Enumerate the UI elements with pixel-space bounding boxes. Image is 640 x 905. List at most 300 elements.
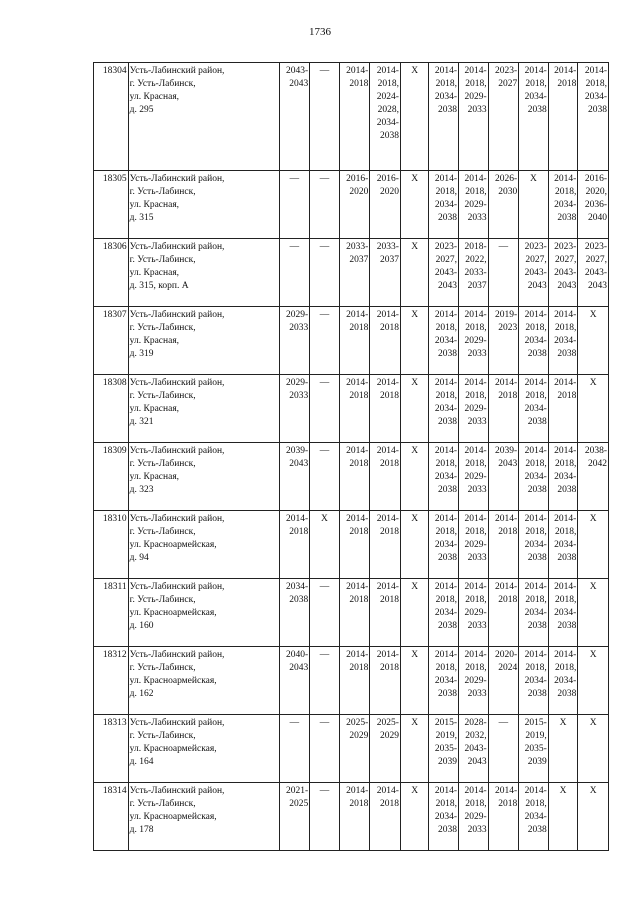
period-line: X (411, 378, 419, 388)
period-line: 2014- (376, 582, 399, 592)
period-cell (279, 579, 310, 647)
period-line: 2018 (379, 595, 399, 605)
period-line: 2018 (557, 79, 577, 89)
period-line: 2018 (349, 799, 369, 809)
period-line: 2025- (376, 718, 399, 728)
period-line: 2038 (557, 349, 577, 359)
period-cell (519, 63, 549, 171)
period-line: 2039- (286, 446, 309, 456)
period-cell (279, 375, 310, 443)
period-line: 2014- (376, 786, 399, 796)
period-line: 2027 (498, 79, 518, 89)
table-row (94, 443, 609, 511)
period-line: 2038 (379, 131, 399, 141)
period-cell (339, 307, 370, 375)
period-line: 2015- (524, 718, 547, 728)
period-line: 2029- (464, 812, 487, 822)
period-cell (310, 511, 340, 579)
period-line: 2018, (525, 391, 547, 401)
period-line: 2023- (584, 242, 607, 252)
period-cell (429, 511, 459, 579)
table-row (94, 579, 609, 647)
period-line: 2033 (289, 323, 309, 333)
period-line: 2034- (524, 676, 547, 686)
period-line: 2026- (495, 174, 518, 184)
period-cell (429, 239, 459, 307)
period-cell (370, 171, 401, 239)
address-line: д. 319 (129, 349, 154, 359)
period-line: 2018, (554, 663, 577, 673)
period-line: 2029 (349, 731, 369, 741)
address-line: Усть-Лабинский район, (129, 786, 225, 796)
period-line: 2019- (495, 310, 518, 320)
period-line: 2038 (527, 349, 547, 359)
period-cell (400, 647, 429, 715)
period-line: 2043 (289, 459, 309, 469)
period-line: 2033 (467, 213, 487, 223)
period-cell (548, 307, 578, 375)
period-line: 2018 (349, 79, 369, 89)
period-cell (488, 579, 519, 647)
period-line: 2014- (495, 378, 518, 388)
period-cell (400, 239, 429, 307)
period-line: 2038 (527, 485, 547, 495)
period-line: 2014- (495, 582, 518, 592)
period-line: 2034- (524, 540, 547, 550)
period-cell (429, 715, 459, 783)
period-cell (339, 715, 370, 783)
period-line: 2018, (435, 595, 458, 605)
period-line: 2014- (434, 446, 458, 456)
table-row (94, 715, 609, 783)
period-cell (519, 511, 549, 579)
period-line: 2038 (527, 553, 547, 563)
period-cell (548, 239, 578, 307)
period-line: 2039- (495, 446, 518, 456)
address-line: д. 164 (129, 757, 154, 767)
table-body (94, 63, 609, 851)
address-cell (128, 511, 279, 579)
period-cell (310, 647, 340, 715)
period-line: 2029- (464, 676, 487, 686)
period-cell (548, 375, 578, 443)
address-line: д. 315, корп. А (129, 281, 189, 291)
period-line: 2014- (584, 66, 607, 76)
period-line: 2018, (525, 323, 547, 333)
address-line: г. Усть-Лабинск, (129, 187, 196, 197)
period-line: 2018, (554, 527, 577, 537)
period-cell (578, 783, 609, 851)
period-cell (279, 783, 310, 851)
period-line: — (498, 242, 509, 252)
period-cell (578, 647, 609, 715)
period-line: 2014- (524, 446, 547, 456)
period-cell (400, 443, 429, 511)
period-cell (548, 63, 578, 171)
period-line: 2034- (524, 404, 547, 414)
period-line: X (589, 582, 597, 592)
period-line: X (411, 446, 419, 456)
address-line: ул. Красноармейская, (129, 676, 217, 686)
period-cell (488, 647, 519, 715)
period-cell (578, 511, 609, 579)
period-line: 2039 (438, 757, 458, 767)
period-cell (578, 443, 609, 511)
period-line: 2018, (465, 595, 487, 605)
period-line: — (498, 718, 509, 728)
address-line: ул. Красная, (129, 472, 180, 482)
period-cell (400, 171, 429, 239)
period-line: 2034- (434, 200, 458, 210)
period-line: 2034- (524, 812, 547, 822)
period-line: 2014- (495, 786, 518, 796)
period-line: 2043- (524, 268, 547, 278)
period-line: 2014- (464, 378, 487, 388)
period-line: X (411, 718, 419, 728)
period-line: 2029- (464, 540, 487, 550)
period-cell (519, 783, 549, 851)
period-cell (488, 443, 519, 511)
period-line: 2038 (527, 417, 547, 427)
period-line: 2029 (379, 731, 399, 741)
period-line: 2038 (438, 105, 458, 115)
period-line: 2034- (554, 540, 577, 550)
period-line: 2018, (435, 187, 458, 197)
period-line: 2014- (524, 66, 547, 76)
period-cell (488, 239, 519, 307)
row-number: 18309 (94, 443, 129, 511)
address-line: ул. Красная, (129, 404, 180, 414)
period-line: 2014- (524, 310, 547, 320)
period-cell (429, 63, 459, 171)
table-row (94, 63, 609, 171)
period-line: 2038 (438, 417, 458, 427)
period-line: — (289, 242, 300, 252)
period-cell (548, 579, 578, 647)
address-line: Усть-Лабинский район, (129, 66, 225, 76)
period-line: 2038 (438, 825, 458, 835)
period-line: 2024- (376, 92, 399, 102)
period-line: 2018, (435, 799, 458, 809)
period-line: 2018, (525, 527, 547, 537)
period-line: 2034- (376, 118, 399, 128)
table-row (94, 307, 609, 375)
period-line: 2029- (464, 404, 487, 414)
period-line: 2018, (525, 663, 547, 673)
row-number: 18310 (94, 511, 129, 579)
period-cell (578, 579, 609, 647)
period-line: 2014- (346, 582, 369, 592)
period-line: 2025- (346, 718, 369, 728)
period-cell (339, 171, 370, 239)
period-line: 2014- (346, 786, 369, 796)
period-line: 2021- (286, 786, 309, 796)
period-line: 2018, (554, 187, 577, 197)
period-line: 2038 (557, 621, 577, 631)
period-line: 2034- (434, 540, 458, 550)
period-cell (429, 307, 459, 375)
period-cell (310, 63, 340, 171)
address-line: ул. Красная, (129, 92, 180, 102)
period-cell (459, 783, 489, 851)
period-cell (400, 511, 429, 579)
period-cell (339, 63, 370, 171)
period-cell (459, 375, 489, 443)
period-cell (339, 511, 370, 579)
period-line: 2014- (376, 66, 399, 76)
period-cell (279, 715, 310, 783)
period-line: 2020 (379, 187, 399, 197)
period-line: 2018 (379, 663, 399, 673)
period-cell (400, 307, 429, 375)
period-cell (578, 171, 609, 239)
period-line: 2043 (588, 281, 607, 291)
period-line: 2014- (524, 650, 547, 660)
period-line: 2038 (527, 825, 547, 835)
period-line: 2033 (467, 417, 487, 427)
period-line: 2014- (554, 310, 577, 320)
period-line: — (319, 66, 330, 76)
period-line: 2029- (286, 310, 309, 320)
period-line: 2014- (434, 66, 458, 76)
period-cell (429, 783, 459, 851)
period-line: 2014- (434, 514, 458, 524)
period-line: 2038 (438, 689, 458, 699)
period-line: 2014- (464, 582, 487, 592)
table-row (94, 239, 609, 307)
address-line: г. Усть-Лабинск, (129, 799, 196, 809)
period-line: 2027, (525, 255, 547, 265)
period-cell (279, 239, 310, 307)
period-line: 2038 (438, 621, 458, 631)
period-cell (519, 715, 549, 783)
period-line: X (411, 66, 419, 76)
period-line: 2018 (289, 527, 309, 537)
period-line: 2014- (554, 514, 577, 524)
period-line: 2018, (465, 527, 487, 537)
period-line: 2018 (498, 799, 518, 809)
period-cell (459, 63, 489, 171)
period-line: 2029- (464, 92, 487, 102)
period-line: 2018, (377, 79, 399, 89)
period-line: 2043 (557, 281, 577, 291)
period-line: 2034- (434, 472, 458, 482)
period-cell (310, 783, 340, 851)
period-line: 2034- (524, 472, 547, 482)
period-line: 2014- (554, 378, 577, 388)
address-line: д. 160 (129, 621, 154, 631)
period-line: 2014- (346, 514, 369, 524)
period-line: 2018, (435, 391, 458, 401)
period-line: 2033- (376, 242, 399, 252)
period-line: 2014- (434, 786, 458, 796)
period-line: 2014- (464, 66, 487, 76)
address-line: ул. Красноармейская, (129, 540, 217, 550)
period-line: 2014- (524, 378, 547, 388)
period-line: 2014- (464, 174, 487, 184)
period-cell (339, 375, 370, 443)
period-cell (548, 171, 578, 239)
period-line: — (319, 310, 330, 320)
address-cell (128, 443, 279, 511)
period-line: 2014- (434, 582, 458, 592)
period-line: 2037 (349, 255, 369, 265)
period-line: 2018 (498, 527, 518, 537)
period-line: 2014- (495, 514, 518, 524)
period-cell (370, 307, 401, 375)
period-line: 2029- (286, 378, 309, 388)
address-cell (128, 239, 279, 307)
period-line: 2022, (465, 255, 487, 265)
address-line: г. Усть-Лабинск, (129, 459, 196, 469)
period-line: 2020, (585, 187, 607, 197)
period-line: 2028, (377, 105, 399, 115)
period-line: 2034- (434, 404, 458, 414)
period-line: 2014- (376, 514, 399, 524)
period-line: 2043 (289, 79, 309, 89)
period-line: X (559, 786, 567, 796)
period-line: 2038 (289, 595, 309, 605)
period-line: 2038 (588, 105, 607, 115)
period-line: 2014- (376, 650, 399, 660)
period-line: 2033 (467, 689, 487, 699)
period-cell (459, 511, 489, 579)
period-line: 2029- (464, 336, 487, 346)
period-line: 2043 (289, 663, 309, 673)
period-cell (429, 443, 459, 511)
address-line: Усть-Лабинский район, (129, 514, 225, 524)
period-cell (519, 647, 549, 715)
period-line: 2014- (346, 446, 369, 456)
period-cell (400, 375, 429, 443)
address-line: г. Усть-Лабинск, (129, 595, 196, 605)
period-line: 2025 (289, 799, 309, 809)
period-line: 2038 (527, 621, 547, 631)
period-line: 2038 (438, 213, 458, 223)
address-cell (128, 375, 279, 443)
period-line: X (321, 514, 328, 524)
period-cell (400, 783, 429, 851)
period-line: 2034- (584, 92, 607, 102)
period-line: 2038 (438, 349, 458, 359)
address-line: г. Усть-Лабинск, (129, 255, 196, 265)
period-line: 2027, (554, 255, 577, 265)
period-line: X (411, 174, 419, 184)
period-cell (459, 647, 489, 715)
period-line: 2036- (584, 200, 607, 210)
row-number: 18308 (94, 375, 129, 443)
address-line: г. Усть-Лабинск, (129, 663, 196, 673)
period-line: 2034- (434, 608, 458, 618)
period-line: 2014- (346, 310, 369, 320)
period-line: 2018, (585, 79, 607, 89)
period-line: — (289, 718, 300, 728)
period-line: — (319, 582, 330, 592)
address-line: г. Усть-Лабинск, (129, 731, 196, 741)
period-cell (370, 511, 401, 579)
period-line: 2043- (554, 268, 577, 278)
period-line: 2033 (467, 621, 487, 631)
period-line: 2014- (524, 786, 547, 796)
period-line: — (319, 174, 330, 184)
period-line: 2018 (349, 459, 369, 469)
period-line: X (589, 786, 597, 796)
period-line: 2029- (464, 608, 487, 618)
period-cell (370, 715, 401, 783)
period-line: 2038 (557, 553, 577, 563)
period-cell (400, 715, 429, 783)
period-line: 2014- (554, 650, 577, 660)
period-line: 2018, (554, 595, 577, 605)
period-cell (548, 783, 578, 851)
period-line: X (589, 514, 597, 524)
period-line: 2018, (435, 459, 458, 469)
period-line: 2014- (464, 650, 487, 660)
period-line: 2034- (524, 92, 547, 102)
period-cell (548, 511, 578, 579)
row-number: 18314 (94, 783, 129, 851)
period-line: 2018, (435, 323, 458, 333)
period-line: 2038 (557, 485, 577, 495)
period-line: 2018 (379, 799, 399, 809)
period-line: 2016- (376, 174, 399, 184)
row-number: 18306 (94, 239, 129, 307)
page-number: 1736 (309, 26, 331, 38)
period-line: 2018 (498, 391, 518, 401)
period-line: — (319, 718, 330, 728)
period-cell (459, 239, 489, 307)
period-line: 2042 (588, 459, 607, 469)
period-line: 2034- (434, 92, 458, 102)
period-line: 2043 (467, 757, 487, 767)
period-cell (488, 511, 519, 579)
period-line: — (319, 242, 330, 252)
period-line: 2034- (554, 336, 577, 346)
period-cell (578, 63, 609, 171)
period-cell (310, 375, 340, 443)
period-cell (339, 783, 370, 851)
period-line: X (411, 582, 419, 592)
address-line: ул. Красная, (129, 200, 180, 210)
address-cell (128, 171, 279, 239)
table-row (94, 783, 609, 851)
period-line: 2014- (376, 378, 399, 388)
period-line: 2018- (464, 242, 487, 252)
period-line: 2023- (524, 242, 547, 252)
period-cell (310, 307, 340, 375)
period-line: X (411, 514, 419, 524)
period-line: 2035- (434, 744, 458, 754)
period-cell (279, 443, 310, 511)
period-line: 2018, (465, 323, 487, 333)
period-line: 2043 (527, 281, 547, 291)
period-line: 2014- (464, 786, 487, 796)
period-line: X (559, 718, 567, 728)
period-line: 2014- (554, 66, 577, 76)
period-line: 2023 (498, 323, 518, 333)
period-line: 2018, (465, 799, 487, 809)
period-cell (459, 443, 489, 511)
period-line: 2018 (498, 595, 518, 605)
period-cell (548, 647, 578, 715)
period-line: — (319, 650, 330, 660)
address-cell (128, 783, 279, 851)
address-line: ул. Красная, (129, 268, 180, 278)
period-line: — (319, 378, 330, 388)
period-line: 2038 (438, 485, 458, 495)
period-line: 2033 (467, 349, 487, 359)
period-line: 2018 (349, 595, 369, 605)
